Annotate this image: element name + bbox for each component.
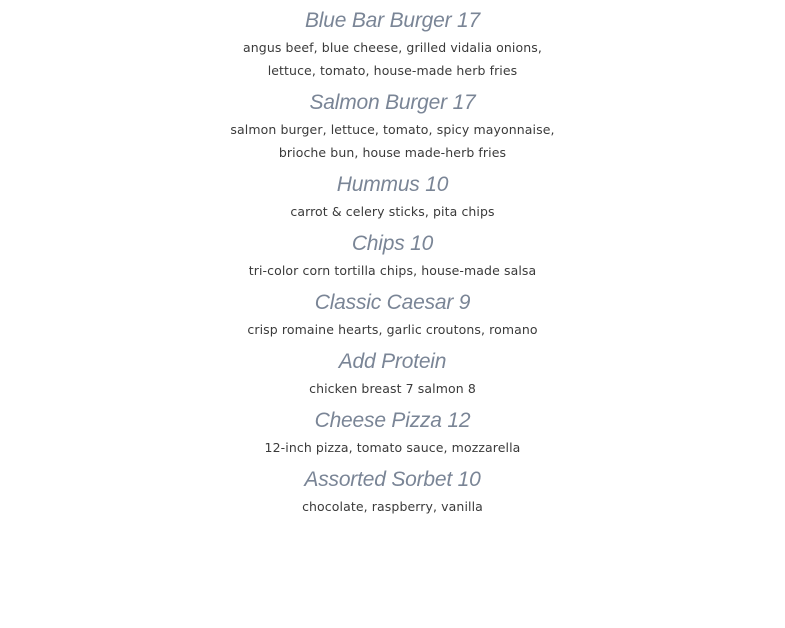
menu-item-title: Blue Bar Burger 17	[304, 9, 480, 32]
menu-item-hummus	[0, 170, 785, 223]
description-line: tri-color corn tortilla chips, house-made salsa	[248, 263, 537, 278]
description-line: crisp romaine hearts, garlic croutons, romano	[247, 322, 538, 337]
menu-item-description	[0, 436, 785, 459]
menu-item-title: Add Protein	[338, 350, 447, 373]
description-line: salmon burger, lettuce, tomato, spicy mayonnaise,	[230, 122, 555, 137]
menu-item-cheese-pizza	[0, 406, 785, 459]
menu-item-assorted-sorbet	[0, 465, 785, 518]
description-line: carrot & celery sticks, pita chips	[290, 204, 495, 219]
menu-item-title: Hummus 10	[336, 173, 449, 196]
description-line: brioche bun, house made-herb fries	[278, 145, 507, 160]
menu-item-classic-caesar	[0, 288, 785, 341]
menu-item-blue-bar-burger	[0, 6, 785, 82]
menu-item-description	[0, 36, 785, 82]
menu-item-title: Classic Caesar 9	[314, 291, 471, 314]
menu-item-title: Salmon Burger 17	[309, 91, 476, 114]
menu-item-salmon-burger	[0, 88, 785, 164]
menu-item-add-protein	[0, 347, 785, 400]
menu-item-description	[0, 495, 785, 518]
description-line: 12-inch pizza, tomato sauce, mozzarella	[264, 440, 521, 455]
description-line: chicken breast 7 salmon 8	[309, 381, 476, 396]
menu-item-title: Assorted Sorbet 10	[304, 468, 481, 491]
description-line: lettuce, tomato, house-made herb fries	[267, 63, 518, 78]
menu-item-description	[0, 200, 785, 223]
menu-item-description	[0, 118, 785, 164]
menu-item-description	[0, 377, 785, 400]
description-line: chocolate, raspberry, vanilla	[302, 499, 483, 514]
menu-item-title: Chips 10	[351, 232, 434, 255]
description-line: angus beef, blue cheese, grilled vidalia onions,	[243, 40, 542, 55]
menu-item-description	[0, 259, 785, 282]
menu-item-description	[0, 318, 785, 341]
menu-item-chips	[0, 229, 785, 282]
menu-list	[0, 6, 785, 518]
menu-item-title: Cheese Pizza 12	[314, 409, 471, 432]
